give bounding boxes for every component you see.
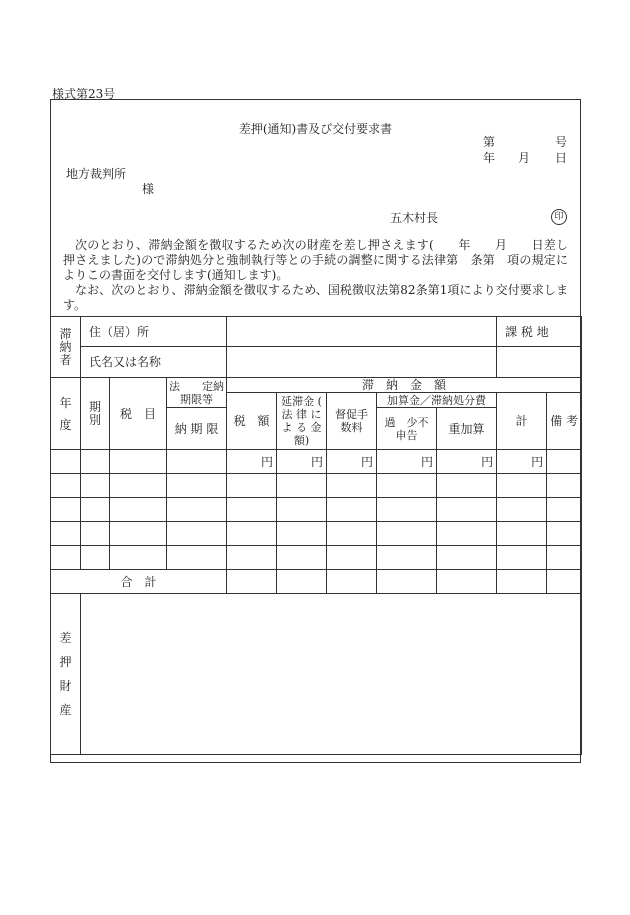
- table-row: [51, 450, 582, 474]
- yen-unit: 円: [277, 450, 327, 474]
- surcharge-header: 加算金／滞納処分費: [377, 393, 497, 408]
- name-label: 氏名又は名称: [81, 347, 227, 378]
- yen-unit: 円: [437, 450, 497, 474]
- table-row: [51, 498, 582, 522]
- form-frame: [50, 99, 581, 763]
- notice-paragraph-1: 次のとおり、滞納金額を徴収するため次の財産を差し押さえます( 年 月 日差し押さえました)ので滞納処分と強制執行等との手続の調整に関する法律第 条第 項の規定によりこの書面を交付します(通知します)。: [63, 238, 568, 282]
- date-month: 月: [518, 151, 531, 165]
- grand-total-row: [51, 570, 582, 594]
- grand-total-label: 合 計: [51, 570, 227, 594]
- year-header: 年度: [51, 378, 81, 450]
- notice-body: [63, 238, 568, 313]
- form-title: 差押(通知)書及び交付要求書: [238, 122, 393, 136]
- tax-item-header: 税 目: [110, 378, 167, 450]
- seized-property-row: [51, 594, 582, 755]
- date-year: 年: [483, 151, 496, 165]
- seal-mark: 印: [551, 209, 567, 225]
- addressee-honorific: 様: [142, 182, 155, 196]
- name-value: [227, 347, 497, 378]
- demand-fee-header: 督促手数料: [327, 393, 377, 450]
- ref-go: 号: [555, 135, 568, 149]
- table-row: [51, 546, 582, 570]
- yen-unit: 円: [377, 450, 437, 474]
- form-number: 様式第23号: [52, 87, 116, 101]
- address-value: [227, 317, 497, 347]
- remarks-header: 備 考: [547, 393, 582, 450]
- under-report-header: 過 少不申告: [377, 408, 437, 450]
- arrears-amount-header: 滞 納 金 額: [227, 378, 582, 393]
- yen-unit: 円: [227, 450, 277, 474]
- yen-unit: 円: [327, 450, 377, 474]
- ref-dai: 第: [483, 135, 496, 149]
- delinquency-top: 延滞金: [281, 395, 315, 408]
- total-column-header: 計: [497, 393, 547, 450]
- delinquency-header: [277, 393, 327, 450]
- legal-deadline-header: 法 定納期限等: [167, 378, 227, 408]
- notice-paragraph-2: なお、次のとおり、滞納金額を徴収するため、国税徴収法第82条第1項により交付要求します。: [63, 283, 568, 312]
- address-label: 住（居）所: [81, 317, 227, 347]
- addressee-court: 地方裁判所: [66, 167, 127, 181]
- tax-amount-header: 税 額: [227, 393, 277, 450]
- tax-place-label: 課 税 地: [497, 317, 582, 347]
- table-row: [51, 474, 582, 498]
- tax-place-value: [497, 347, 582, 378]
- table-row: [51, 522, 582, 546]
- seized-property-value: [81, 594, 582, 755]
- seized-property-label: 差押財産: [51, 594, 81, 755]
- sender-title: 五木村長: [390, 211, 439, 225]
- period-header: 期別: [81, 378, 110, 450]
- deadline-header: 納 期 限: [167, 408, 227, 450]
- delinquency-rest: ( 法 律 に よ る 金額): [281, 395, 322, 447]
- yen-unit: 円: [497, 450, 547, 474]
- taxpayer-label: 滞納者: [51, 317, 81, 378]
- date-day: 日: [555, 151, 568, 165]
- arrears-table: [50, 316, 582, 755]
- heavy-surcharge-header: 重加算: [437, 408, 497, 450]
